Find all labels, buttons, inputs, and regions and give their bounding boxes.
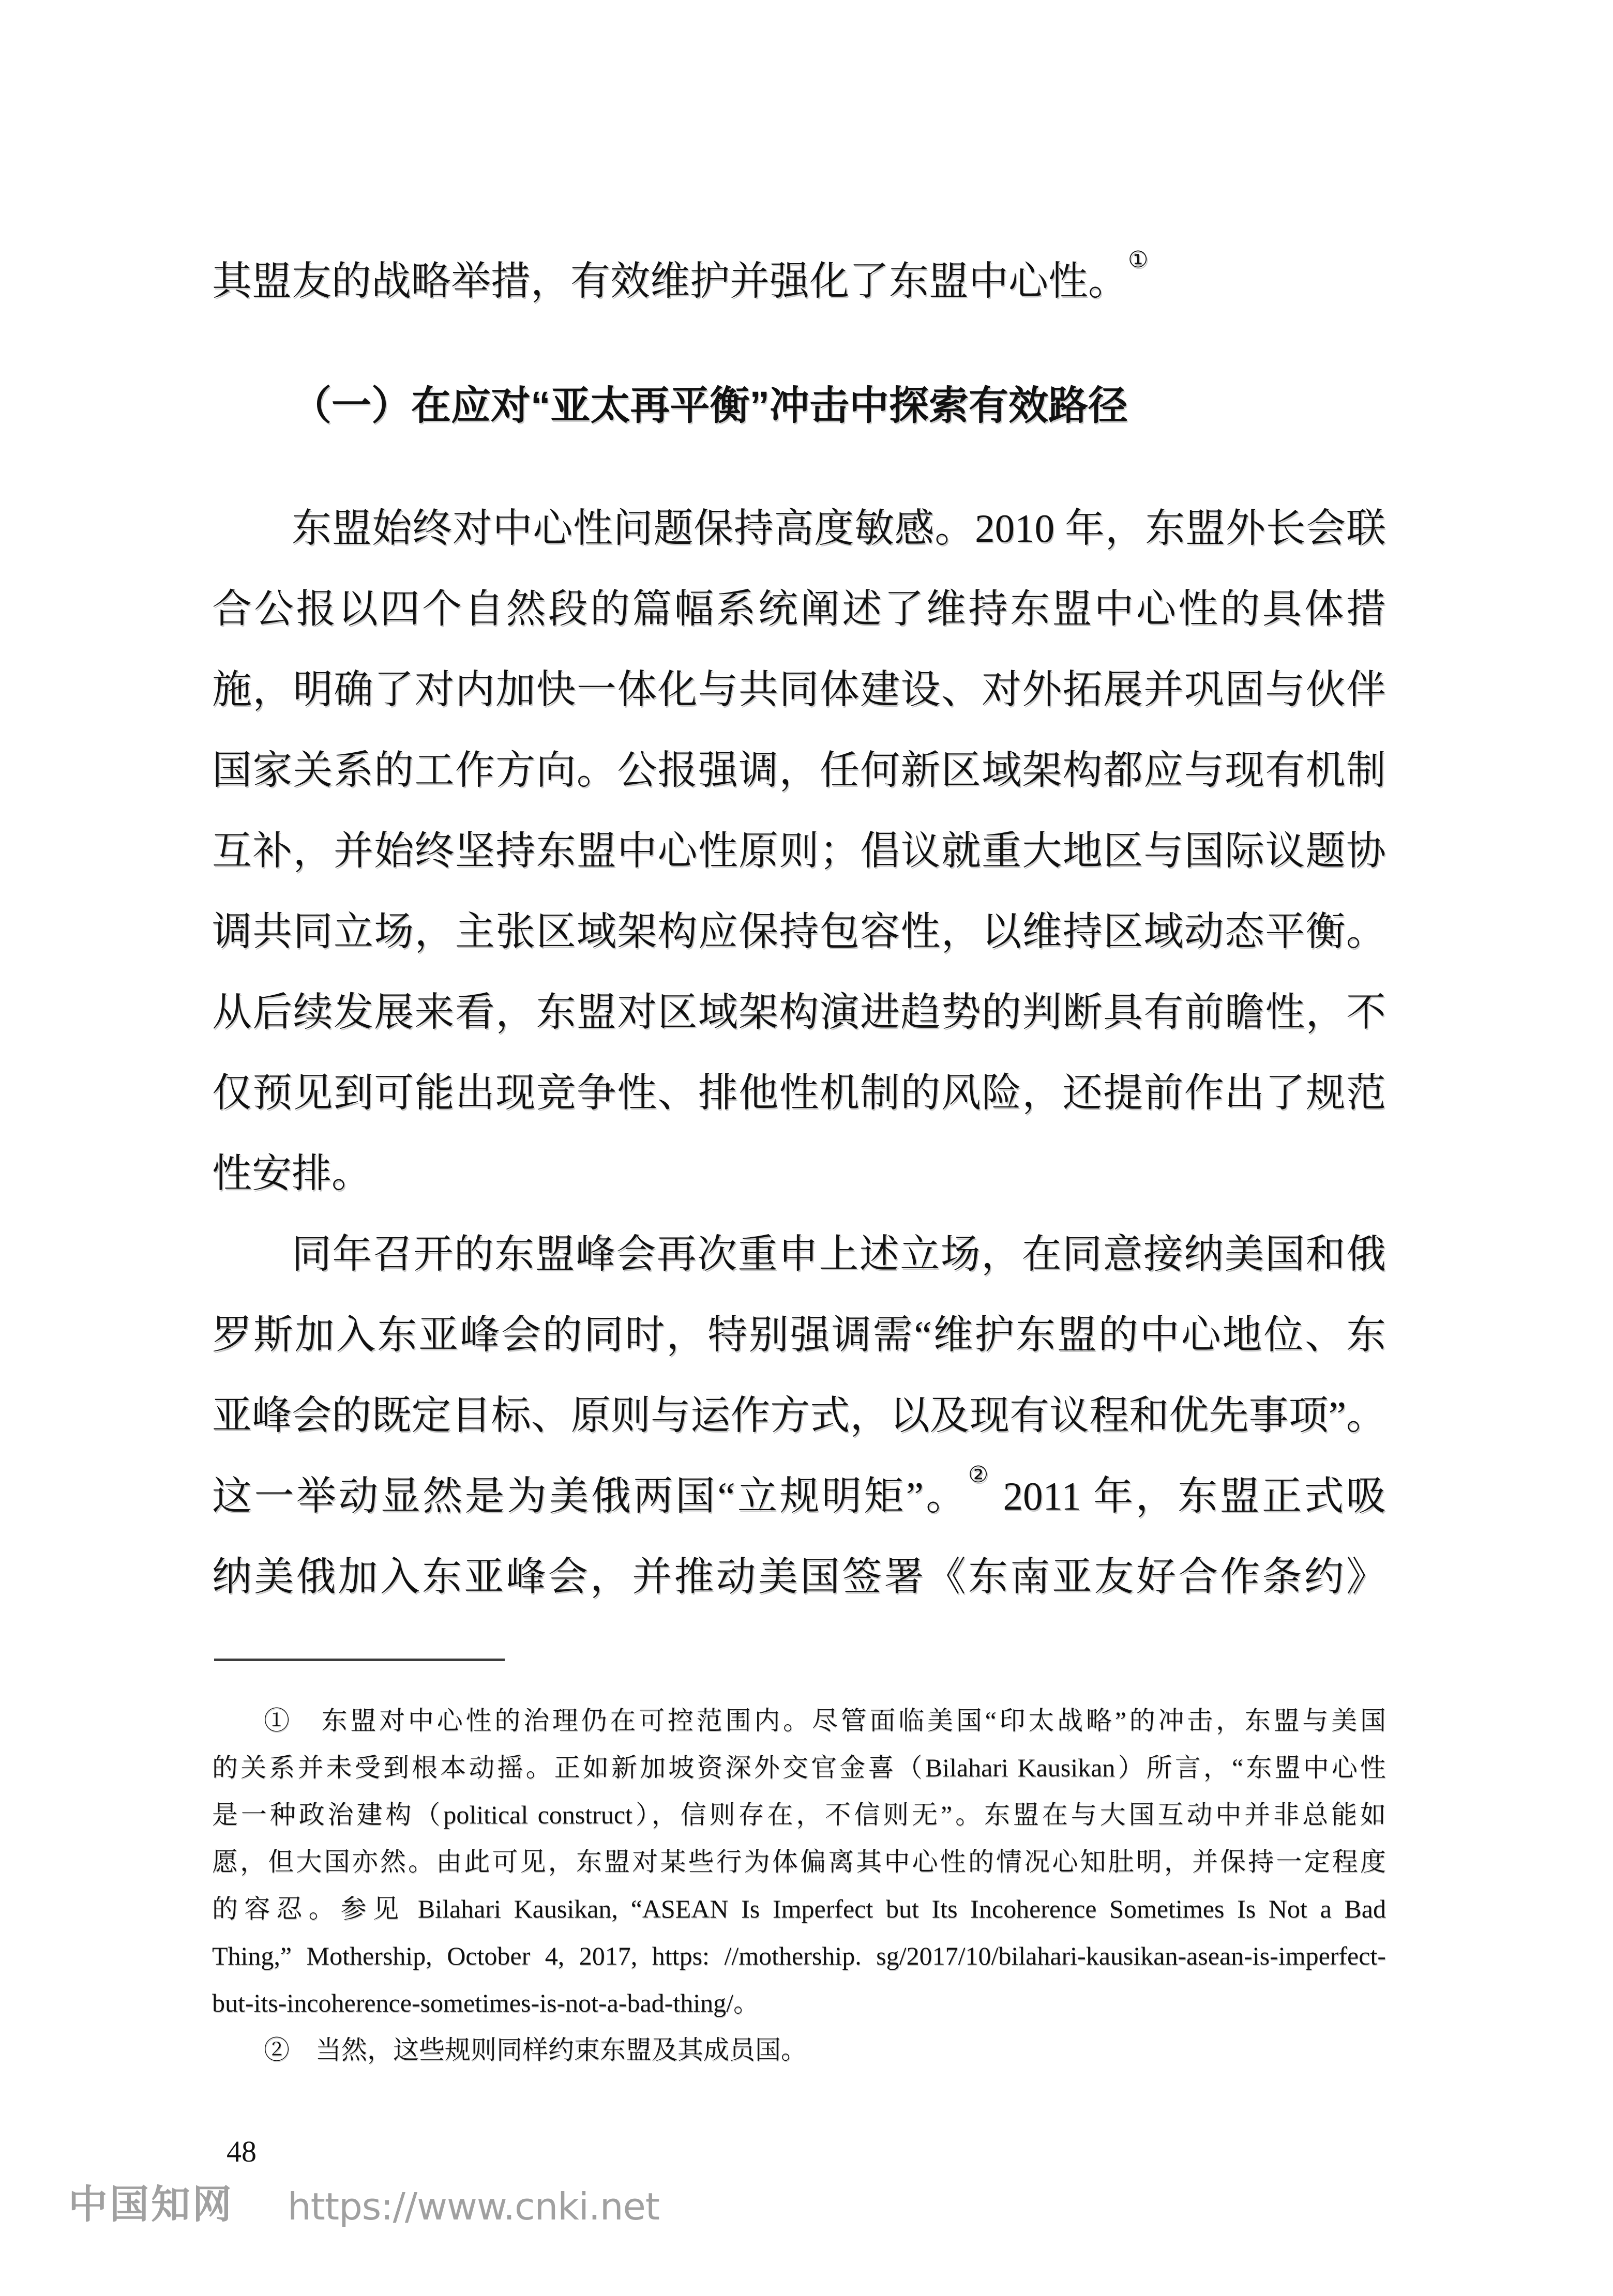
text-line: 性安排。	[212, 1151, 371, 1196]
text-line: 是一种政治建构（political construct），信则存在，不信则无”。东盟在与大国互动中并非总能如	[212, 1800, 1386, 1829]
text-line: 同年召开的东盟峰会再次重申上述立场，在同意接纳美国和俄	[292, 1232, 1386, 1276]
text-line: 合公报以四个自然段的篇幅系统阐述了维持东盟中心性的具体措	[212, 587, 1386, 631]
text-line: but-its-incoherence-sometimes-is-not-a-bad-thing/。	[212, 1988, 760, 2017]
footnote-ref-2: ②	[968, 1462, 991, 1488]
text-line: 罗斯加入东亚峰会的同时，特别强调需“维护东盟的中心地位、东	[212, 1313, 1386, 1357]
text-line: 仅预见到可能出现竞争性、排他性机制的风险，还提前作出了规范	[212, 1071, 1386, 1115]
text-line: 纳美俄加入东亚峰会，并推动美国签署《东南亚友好合作条约》	[212, 1555, 1386, 1599]
text-line: 亚峰会的既定目标、原则与运作方式，以及现有议程和优先事项”。	[212, 1393, 1386, 1438]
intro-text: 其盟友的战略举措，有效维护并强化了东盟中心性。	[212, 259, 1128, 303]
cnki-url-watermark: https://www.cnki.net	[288, 2185, 659, 2228]
footnote-ref-1: ①	[1128, 247, 1149, 273]
text-line: 互补，并始终坚持东盟中心性原则；倡议就重大地区与国际议题协	[212, 829, 1386, 873]
footnote-divider	[214, 1659, 505, 1661]
section-heading: （一）在应对“亚太再平衡”冲击中探索有效路径	[292, 384, 1128, 428]
paragraph-2-ref-line-before: 这一举动显然是为美俄两国“立规明矩”。	[212, 1474, 968, 1518]
text-line	[212, 241, 1386, 322]
text-line: 施，明确了对内加快一体化与共同体建设、对外拓展并巩固与伙伴	[212, 667, 1386, 712]
text-line: 的关系并未受到根本动摇。正如新加坡资深外交官金喜（Bilahari Kausikan）所言，“东盟中心性	[212, 1753, 1386, 1782]
page-number: 48	[227, 2135, 257, 2168]
text-line: 愿，但大国亦然。由此可见，东盟对某些行为体偏离其中心性的情况心知肚明，并保持一定程度	[212, 1847, 1386, 1876]
paragraph-2-ref-line-after: 2011 年，东盟正式吸	[990, 1474, 1386, 1518]
text-line: 调共同立场，主张区域架构应保持包容性，以维持区域动态平衡。	[212, 909, 1386, 954]
footnote-2: ② 当然，这些规则同样约束东盟及其成员国。	[264, 2035, 807, 2064]
text-line: 的容忍。参见 Bilahari Kausikan, “ASEAN Is Imperfect but Its Incoherence Sometimes Is Not a Bad	[212, 1894, 1386, 1923]
footnote-1	[212, 1697, 1386, 2027]
intro-paragraph	[212, 241, 1386, 322]
paragraph-2-part1	[212, 1214, 1386, 1456]
text-line: 国家关系的工作方向。公报强调，任何新区域架构都应与现有机制	[212, 748, 1386, 793]
footnotes	[212, 1697, 1386, 2074]
cnki-logo-watermark: 中国知网	[68, 2183, 234, 2227]
body-text	[212, 488, 1386, 1617]
text-line: ① 东盟对中心性的治理仍在可控范围内。尽管面临美国“印太战略”的冲击，东盟与美国	[264, 1706, 1386, 1735]
text-line: 从后续发展来看，东盟对区域架构演进趋势的判断具有前瞻性，不	[212, 990, 1386, 1035]
text-line	[212, 1456, 1386, 1537]
paragraph-2-part2	[212, 1537, 1386, 1617]
text-line: 东盟始终对中心性问题保持高度敏感。2010 年，东盟外长会联	[292, 506, 1386, 551]
paragraph-1	[212, 488, 1386, 1214]
text-line: Thing,” Mothership, October 4, 2017, https: //mothership. sg/2017/10/bilahari-kausikan-asean-is-imperfect-	[212, 1941, 1386, 1970]
